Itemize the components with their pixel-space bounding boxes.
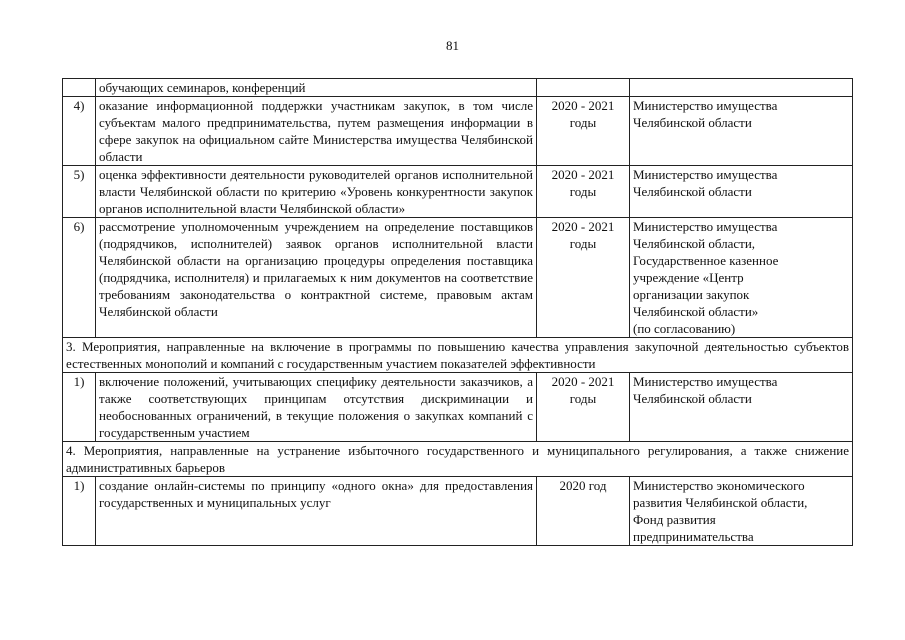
- row-period: [537, 97, 630, 166]
- row-description: оценка эффективности деятельности руководителей органов исполнительной власти Челябинской области по критерию «Уровень конкурентности закупок органов исполнительной власти Челябинской области»: [96, 166, 537, 218]
- row-description: оказание информационной поддержки участникам закупок, в том числе субъектам малого предпринимательства, путем размещения информации в сфере закупок на официальном сайте Министерства имущества Челябинской области: [96, 97, 537, 166]
- responsible-line: Министерство имущества: [633, 219, 778, 234]
- row-period: [537, 166, 630, 218]
- row-responsible: [630, 97, 853, 166]
- responsible-line: Министерство имущества: [633, 374, 778, 389]
- responsible-line: Фонд развития: [633, 512, 716, 527]
- section-header-row: [63, 338, 853, 373]
- responsible-line: предпринимательства: [633, 529, 754, 544]
- responsible-line: Челябинской области,: [633, 236, 756, 251]
- row-period: [537, 477, 630, 546]
- responsible-line: развития Челябинской области,: [633, 495, 808, 510]
- table-row: [63, 166, 853, 218]
- row-responsible: [630, 373, 853, 442]
- responsible-line: (по согласованию): [633, 321, 736, 336]
- row-number: [63, 79, 96, 97]
- period-line: 2020 - 2021: [551, 374, 615, 389]
- table-row: [63, 373, 853, 442]
- section-3-heading: 3. Мероприятия, направленные на включение в программы по повышению качества управления закупочной деятельностью субъектов естественных монополий и компаний с государственным участием показателей эффективности: [63, 338, 853, 373]
- table-row: [63, 477, 853, 546]
- responsible-line: Челябинской области: [633, 115, 752, 130]
- row-number: 5): [63, 166, 96, 218]
- row-responsible: [630, 166, 853, 218]
- responsible-line: учреждение «Центр: [633, 270, 744, 285]
- row-number: 4): [63, 97, 96, 166]
- period-line: 2020 - 2021: [551, 219, 615, 234]
- responsible-line: Челябинской области: [633, 391, 752, 406]
- period-line: 2020 - 2021: [551, 167, 615, 182]
- period-line: годы: [569, 184, 597, 199]
- row-period: [537, 218, 630, 338]
- responsible-line: Челябинской области»: [633, 304, 759, 319]
- responsible-line: Министерство имущества: [633, 98, 778, 113]
- responsible-line: организации закупок: [633, 287, 750, 302]
- page-number: 81: [446, 38, 459, 53]
- period-line: 2020 год: [559, 478, 607, 493]
- period-line: годы: [569, 115, 597, 130]
- row-responsible: [630, 79, 853, 97]
- row-period: [537, 79, 630, 97]
- row-period: [537, 373, 630, 442]
- period-line: 2020 - 2021: [551, 98, 615, 113]
- responsible-line: Министерство экономического: [633, 478, 805, 493]
- row-number: 1): [63, 477, 96, 546]
- row-responsible: [630, 477, 853, 546]
- row-description: обучающих семинаров, конференций: [96, 79, 537, 97]
- section-4-heading: 4. Мероприятия, направленные на устранение избыточного государственного и муниципального регулирования, а также снижение административных барьеров: [63, 442, 853, 477]
- row-number: 6): [63, 218, 96, 338]
- responsible-line: Министерство имущества: [633, 167, 778, 182]
- responsible-line: Челябинской области: [633, 184, 752, 199]
- period-line: годы: [569, 391, 597, 406]
- row-description: создание онлайн-системы по принципу «одного окна» для предоставления государственных и муниципальных услуг: [96, 477, 537, 546]
- row-description: включение положений, учитывающих специфику деятельности заказчиков, а также соответствующих принципам отсутствия дискриминации и необоснованных ограничений, в текущие положения о закупках компаний с государственным участием: [96, 373, 537, 442]
- measures-table: [62, 78, 853, 546]
- table-row: [63, 218, 853, 338]
- period-line: годы: [569, 236, 597, 251]
- responsible-line: Государственное казенное: [633, 253, 779, 268]
- row-description: рассмотрение уполномоченным учреждением на определение поставщиков (подрядчиков, исполнителей) заявок органов исполнительной власти Челябинской области на организацию процедуры определения поставщика (подрядчика, исполнителя) и прилагаемых к ним документов на соответствие требованиям законодательства о контрактной системе, правовым актам Челябинской области: [96, 218, 537, 338]
- table-row: [63, 79, 853, 97]
- row-number: 1): [63, 373, 96, 442]
- section-header-row: [63, 442, 853, 477]
- table-row: [63, 97, 853, 166]
- row-responsible: [630, 218, 853, 338]
